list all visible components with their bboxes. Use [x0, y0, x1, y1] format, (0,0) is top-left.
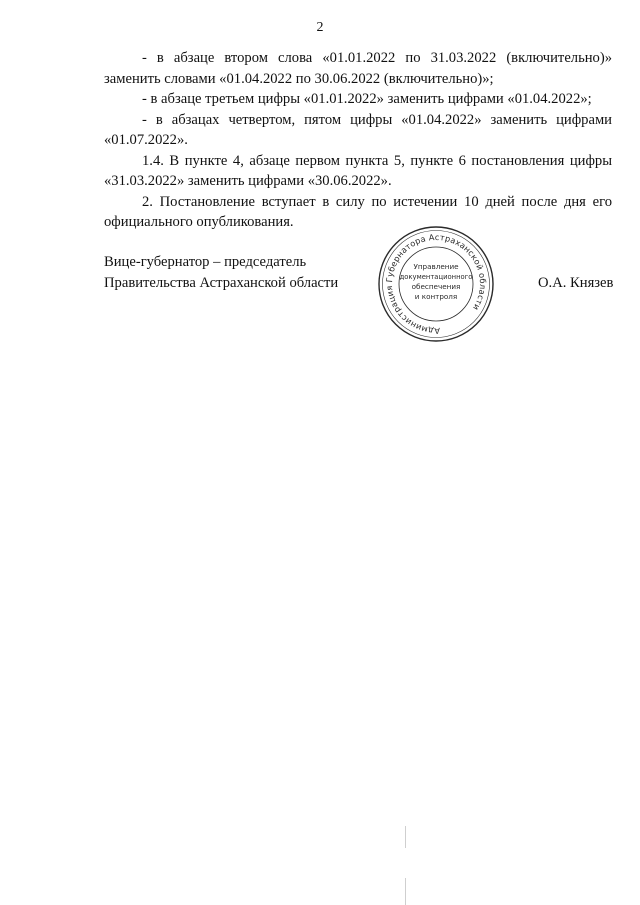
- scan-artifact-line: [405, 878, 406, 905]
- paragraph-4: 1.4. В пункте 4, абзаце первом пункта 5, пункте 6 постановления цифры «31.03.2022» заменить цифрами «30.06.2022».: [104, 152, 612, 189]
- seal-center-line-2: документационного: [399, 273, 473, 281]
- paragraph-5: 2. Постановление вступает в силу по истечении 10 дней после дня его официального опубликования.: [104, 193, 612, 230]
- page-number: 2: [316, 20, 324, 35]
- paragraph-2: - в абзаце третьем цифры «01.01.2022» заменить цифрами «01.04.2022»;: [142, 91, 592, 107]
- seal-center-line-3: обеспечения: [411, 282, 461, 291]
- document-body: [104, 48, 612, 233]
- seal-ring-text: Администрация Губернатора Астраханской области: [383, 231, 489, 337]
- signatory-title-line-1: Вице-губернатор – председатель: [104, 254, 307, 270]
- seal-center-line-4: и контроля: [414, 292, 458, 301]
- paragraph-1: - в абзаце втором слова «01.01.2022 по 31.03.2022 (включительно)» заменить словами «01.04.2022 по 30.06.2022 (включительно)»;: [104, 50, 612, 87]
- seal-center-line-1: Управление: [413, 262, 459, 271]
- official-seal-stamp: [376, 224, 496, 344]
- scan-artifact-line: [405, 826, 406, 848]
- signatory-title-line-2: Правительства Астраханской области: [104, 274, 339, 291]
- paragraph-3: - в абзацах четвертом, пятом цифры «01.04.2022» заменить цифрами «01.07.2022».: [104, 111, 612, 148]
- signatory-name: О.А. Князев: [538, 275, 614, 291]
- signatory-title: [104, 252, 338, 293]
